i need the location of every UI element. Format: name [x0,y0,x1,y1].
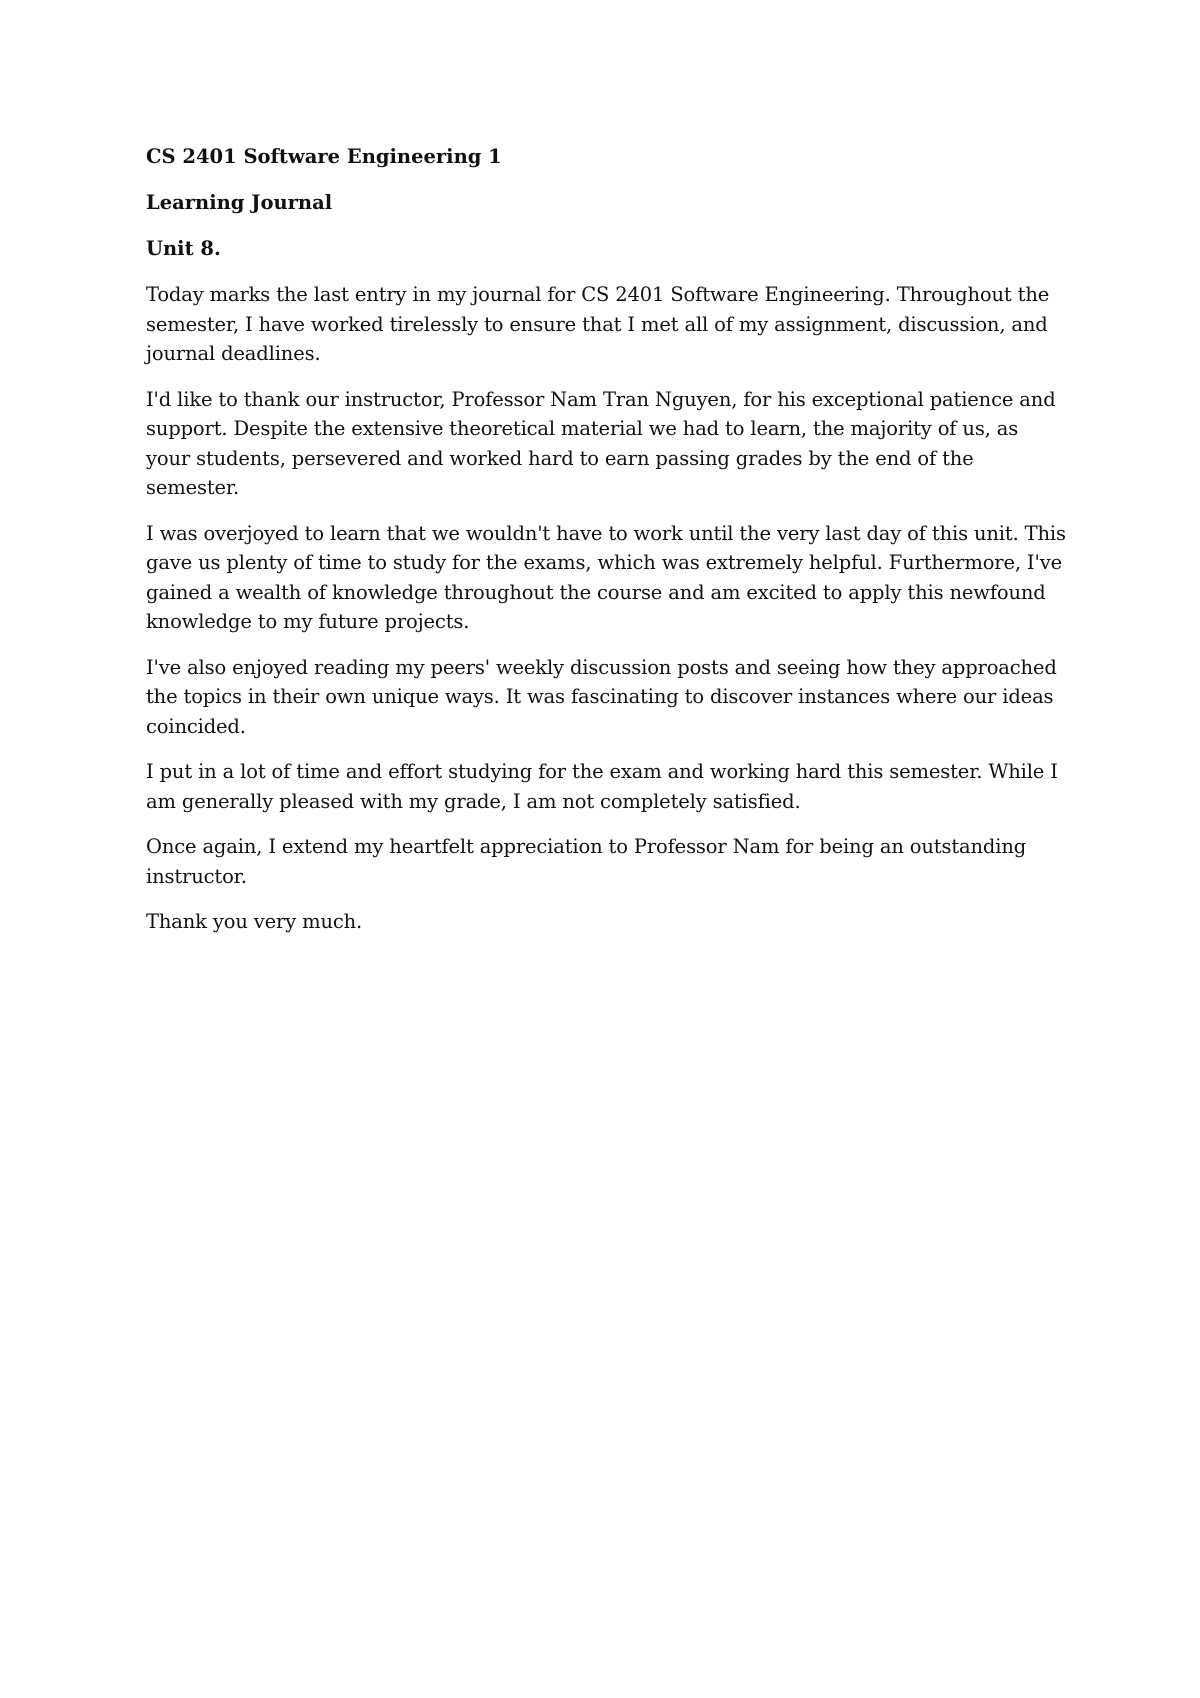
paragraph-appreciation: Once again, I extend my heartfelt appreciation to Professor Nam for being an outstanding instructor. [146,835,1027,888]
course-title: CS 2401 Software Engineering 1 [146,145,502,168]
paragraph-intro: Today marks the last entry in my journal for CS 2401 Software Engineering. Throughout the semester, I have worked tirelessly to ensure that I met all of my assignment, discussion, and journal deadlines. [146,283,1050,365]
journal-title: Learning Journal [146,191,333,214]
paragraph-closing: Thank you very much. [146,910,363,933]
paragraph-effort: I put in a lot of time and effort studying for the exam and working hard this semester. While I am generally pleased with my grade, I am not completely satisfied. [146,760,1058,813]
paragraph-unit-reflection: I was overjoyed to learn that we wouldn't have to work until the very last day of this unit. This gave us plenty of time to study for the exams, which was extremely helpful. Furthermore, I've gained a wealth of knowledge throughout the course and am excited to apply this newfound knowledge to my future projects. [146,521,1066,633]
paragraph-peer-discussion: I've also enjoyed reading my peers' weekly discussion posts and seeing how they approached the topics in their own unique ways. It was fascinating to discover instances where our ideas coincided. [146,655,1057,738]
document-body [146,142,1066,953]
paragraph-thanks-instructor: I'd like to thank our instructor, Professor Nam Tran Nguyen, for his exceptional patience and support. Despite the extensive theoretical material we had to learn, the majority of us, as your students, persevered and worked hard to earn passing grades by the end of the semester. [146,387,1056,499]
unit-title: Unit 8. [146,237,221,260]
